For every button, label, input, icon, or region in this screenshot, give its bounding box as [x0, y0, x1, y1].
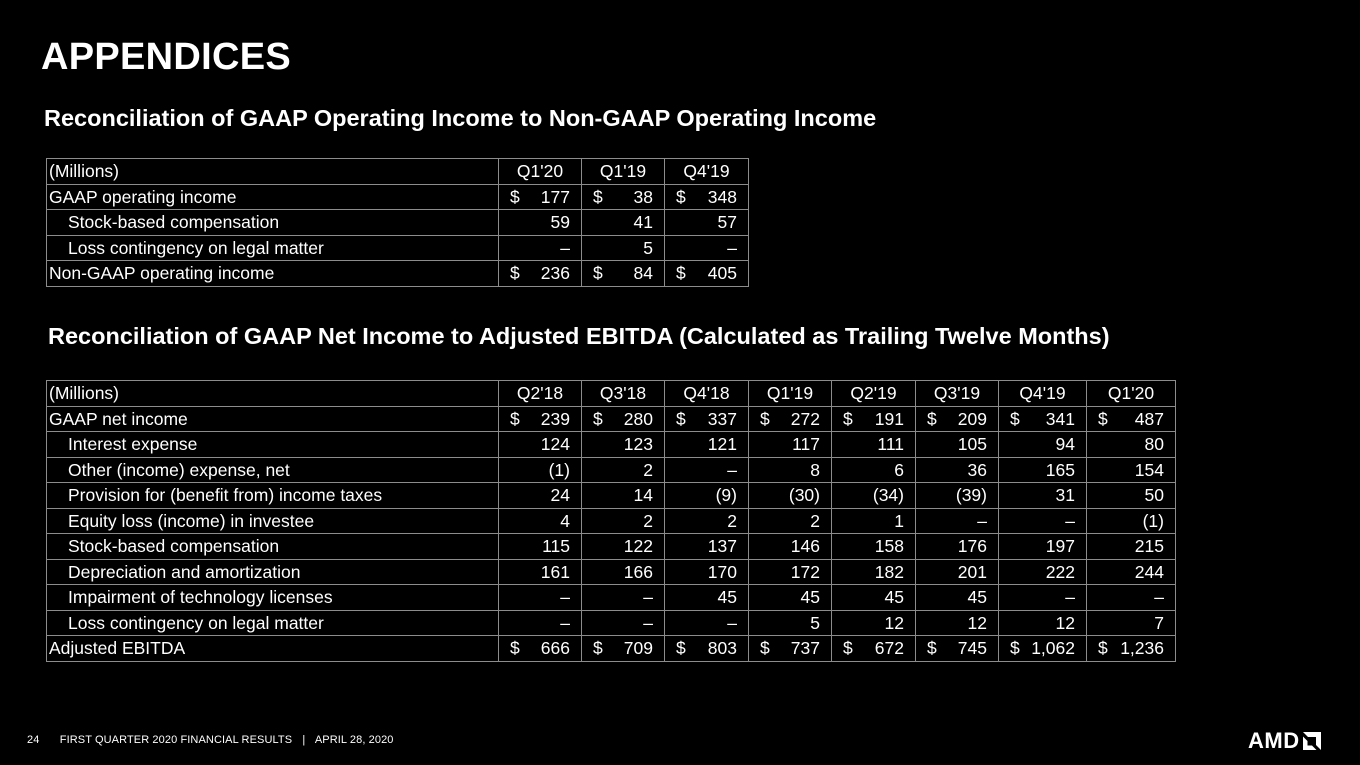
cell-value: 115	[542, 536, 570, 557]
value-cell	[665, 508, 749, 534]
header-row	[47, 381, 1176, 407]
value-cell	[499, 184, 582, 210]
table-row	[47, 261, 749, 287]
value-cell	[665, 210, 749, 236]
value-cell	[499, 559, 582, 585]
units-header: (Millions)	[47, 381, 499, 407]
value-cell	[999, 636, 1087, 662]
value-cell	[916, 610, 999, 636]
cell-value: 45	[884, 587, 904, 608]
value-cell	[665, 534, 749, 560]
value-cell	[832, 534, 916, 560]
dollar-sign: $	[593, 638, 603, 658]
cell-value: 5	[643, 237, 653, 258]
value-cell	[499, 636, 582, 662]
value-cell	[749, 585, 832, 611]
cell-value: 1,062	[1031, 638, 1075, 659]
cell-value: 146	[790, 536, 820, 557]
cell-value: 2	[810, 510, 820, 531]
value-cell	[749, 432, 832, 458]
value-cell	[832, 585, 916, 611]
cell-value: 348	[707, 186, 737, 207]
dollar-sign: $	[1010, 408, 1020, 429]
value-cell	[499, 235, 582, 261]
value-cell	[999, 585, 1087, 611]
footer-report-title: FIRST QUARTER 2020 FINANCIAL RESULTS	[59, 734, 293, 746]
cell-value: 737	[790, 638, 820, 659]
dollar-sign: $	[510, 186, 520, 207]
value-cell	[749, 406, 832, 432]
cell-value: 215	[1134, 536, 1164, 557]
cell-value: 2	[643, 510, 653, 531]
cell-value: 405	[707, 263, 737, 284]
value-cell	[499, 457, 582, 483]
value-cell	[999, 483, 1087, 509]
cell-value: –	[1065, 587, 1075, 608]
page-title: APPENDICES	[41, 36, 292, 78]
column-header: Q1'19	[582, 159, 665, 185]
cell-value: 111	[877, 434, 904, 455]
cell-value: 201	[957, 561, 987, 582]
cell-value: 166	[623, 561, 653, 582]
cell-value: 222	[1045, 561, 1075, 582]
value-cell	[499, 483, 582, 509]
value-cell	[499, 210, 582, 236]
column-header: Q1'19	[749, 381, 832, 407]
cell-value: 236	[540, 263, 570, 284]
value-cell	[832, 483, 916, 509]
value-cell	[832, 406, 916, 432]
value-cell	[916, 534, 999, 560]
cell-value: (34)	[872, 485, 904, 506]
cell-value: 41	[633, 212, 653, 233]
cell-value: 12	[967, 612, 987, 633]
table-row	[47, 534, 1176, 560]
cell-value: 280	[623, 408, 653, 429]
amd-arrow-icon	[1303, 732, 1321, 750]
row-label: Stock-based compensation	[47, 210, 499, 236]
value-cell	[499, 261, 582, 287]
value-cell	[499, 585, 582, 611]
value-cell	[1087, 406, 1176, 432]
cell-value: 244	[1134, 561, 1164, 582]
dollar-sign: $	[593, 186, 603, 207]
header-row	[47, 159, 749, 185]
cell-value: 8	[810, 459, 820, 480]
value-cell	[665, 457, 749, 483]
dollar-sign: $	[1098, 408, 1108, 429]
cell-value: 172	[790, 561, 820, 582]
footer-separator: |	[302, 734, 306, 746]
row-label: Loss contingency on legal matter	[47, 610, 499, 636]
value-cell	[1087, 636, 1176, 662]
cell-value: (1)	[1142, 510, 1164, 531]
cell-value: 137	[707, 536, 737, 557]
value-cell	[1087, 559, 1176, 585]
cell-value: (9)	[715, 485, 737, 506]
dollar-sign: $	[676, 638, 686, 658]
cell-value: 666	[540, 638, 570, 659]
cell-value: 1	[894, 510, 904, 531]
cell-value: 45	[800, 587, 820, 608]
cell-value: 5	[810, 612, 820, 633]
value-cell	[1087, 508, 1176, 534]
value-cell	[582, 406, 665, 432]
dollar-sign: $	[676, 263, 686, 283]
cell-value: 170	[707, 561, 737, 582]
value-cell	[749, 534, 832, 560]
value-cell	[1087, 534, 1176, 560]
value-cell	[582, 508, 665, 534]
value-cell	[665, 610, 749, 636]
table-row	[47, 235, 749, 261]
dollar-sign: $	[510, 638, 520, 658]
cell-value: –	[1065, 510, 1075, 531]
value-cell	[582, 184, 665, 210]
row-label: Depreciation and amortization	[47, 559, 499, 585]
cell-value: 4	[560, 510, 570, 531]
value-cell	[499, 508, 582, 534]
value-cell	[665, 406, 749, 432]
dollar-sign: $	[843, 638, 853, 658]
value-cell	[916, 559, 999, 585]
cell-value: 57	[717, 212, 737, 233]
value-cell	[749, 457, 832, 483]
cell-value: 176	[957, 536, 987, 557]
cell-value: 2	[643, 459, 653, 480]
table-row	[47, 432, 1176, 458]
cell-value: 105	[957, 434, 987, 455]
section2-title: Reconciliation of GAAP Net Income to Adjusted EBITDA (Calculated as Trailing Twelve Months)	[48, 323, 1110, 349]
cell-value: 803	[707, 638, 737, 659]
value-cell	[999, 534, 1087, 560]
cell-value: –	[560, 612, 570, 633]
row-label: Other (income) expense, net	[47, 457, 499, 483]
cell-value: 1,236	[1120, 638, 1164, 659]
value-cell	[499, 406, 582, 432]
value-cell	[832, 559, 916, 585]
value-cell	[832, 457, 916, 483]
dollar-sign: $	[510, 263, 520, 283]
dollar-sign: $	[760, 408, 770, 429]
column-header: Q2'19	[832, 381, 916, 407]
value-cell	[916, 432, 999, 458]
value-cell	[749, 610, 832, 636]
cell-value: 12	[1055, 612, 1075, 633]
value-cell	[582, 610, 665, 636]
cell-value: 38	[633, 186, 653, 207]
cell-value: 59	[550, 212, 570, 233]
value-cell	[999, 432, 1087, 458]
cell-value: 45	[717, 587, 737, 608]
logo-text: AMD	[1248, 728, 1300, 753]
cell-value: 123	[623, 434, 653, 455]
column-header: Q1'20	[499, 159, 582, 185]
row-label: Non-GAAP operating income	[47, 261, 499, 287]
value-cell	[665, 585, 749, 611]
cell-value: –	[727, 459, 737, 480]
cell-value: (39)	[955, 485, 987, 506]
cell-value: 7	[1154, 612, 1164, 633]
value-cell	[916, 585, 999, 611]
cell-value: 177	[540, 186, 570, 207]
value-cell	[665, 559, 749, 585]
column-header: Q1'20	[1087, 381, 1176, 407]
cell-value: 121	[707, 434, 737, 455]
value-cell	[749, 559, 832, 585]
cell-value: –	[643, 587, 653, 608]
cell-value: –	[560, 237, 570, 258]
value-cell	[499, 534, 582, 560]
value-cell	[832, 610, 916, 636]
cell-value: 158	[874, 536, 904, 557]
cell-value: 209	[957, 408, 987, 429]
dollar-sign: $	[676, 408, 686, 429]
cell-value: 191	[874, 408, 904, 429]
value-cell	[1087, 432, 1176, 458]
value-cell	[916, 406, 999, 432]
value-cell	[499, 610, 582, 636]
value-cell	[999, 559, 1087, 585]
table-row	[47, 184, 749, 210]
cell-value: 239	[540, 408, 570, 429]
cell-value: 117	[792, 434, 820, 455]
dollar-sign: $	[676, 186, 686, 207]
cell-value: 709	[623, 638, 653, 659]
column-header: Q4'19	[665, 159, 749, 185]
cell-value: 337	[707, 408, 737, 429]
value-cell	[916, 457, 999, 483]
value-cell	[582, 534, 665, 560]
column-header: Q3'19	[916, 381, 999, 407]
value-cell	[999, 406, 1087, 432]
cell-value: –	[643, 612, 653, 633]
cell-value: 341	[1045, 408, 1075, 429]
operating-income-table	[46, 158, 749, 287]
value-cell	[582, 235, 665, 261]
cell-value: 80	[1144, 434, 1164, 455]
cell-value: 14	[633, 485, 653, 506]
value-cell	[1087, 457, 1176, 483]
dollar-sign: $	[843, 408, 853, 429]
value-cell	[832, 508, 916, 534]
value-cell	[582, 210, 665, 236]
value-cell	[582, 559, 665, 585]
row-label: GAAP net income	[47, 406, 499, 432]
value-cell	[582, 483, 665, 509]
value-cell	[582, 585, 665, 611]
cell-value: 165	[1045, 459, 1075, 480]
cell-value: –	[1154, 587, 1164, 608]
cell-value: 31	[1055, 485, 1075, 506]
cell-value: 36	[967, 459, 987, 480]
cell-value: 124	[540, 434, 570, 455]
dollar-sign: $	[927, 638, 937, 658]
section1-title: Reconciliation of GAAP Operating Income to Non-GAAP Operating Income	[44, 105, 877, 131]
dollar-sign: $	[760, 638, 770, 658]
dollar-sign: $	[593, 263, 603, 283]
cell-value: 161	[540, 561, 570, 582]
value-cell	[582, 261, 665, 287]
row-label: Interest expense	[47, 432, 499, 458]
value-cell	[582, 636, 665, 662]
cell-value: –	[727, 237, 737, 258]
value-cell	[1087, 585, 1176, 611]
page-number: 24	[27, 734, 40, 746]
cell-value: 2	[727, 510, 737, 531]
value-cell	[1087, 610, 1176, 636]
table-row	[47, 483, 1176, 509]
value-cell	[1087, 483, 1176, 509]
row-label: Adjusted EBITDA	[47, 636, 499, 662]
cell-value: 154	[1134, 459, 1164, 480]
cell-value: 45	[967, 587, 987, 608]
footer-date: APRIL 28, 2020	[314, 734, 394, 746]
dollar-sign: $	[593, 408, 603, 429]
table-row	[47, 406, 1176, 432]
value-cell	[916, 636, 999, 662]
ebitda-table	[46, 380, 1176, 662]
cell-value: –	[560, 587, 570, 608]
value-cell	[832, 432, 916, 458]
table-row	[47, 457, 1176, 483]
cell-value: (1)	[548, 459, 570, 480]
table-row	[47, 508, 1176, 534]
dollar-sign: $	[510, 408, 520, 429]
value-cell	[582, 457, 665, 483]
row-label: Stock-based compensation	[47, 534, 499, 560]
column-header: Q4'18	[665, 381, 749, 407]
cell-value: 745	[957, 638, 987, 659]
row-label: GAAP operating income	[47, 184, 499, 210]
value-cell	[749, 636, 832, 662]
cell-value: 487	[1134, 408, 1164, 429]
table-row	[47, 210, 749, 236]
amd-logo	[1248, 729, 1321, 753]
table-row	[47, 610, 1176, 636]
dollar-sign: $	[1098, 638, 1108, 658]
table-row	[47, 559, 1176, 585]
value-cell	[999, 508, 1087, 534]
cell-value: 24	[550, 485, 570, 506]
cell-value: 12	[884, 612, 904, 633]
value-cell	[916, 483, 999, 509]
value-cell	[665, 184, 749, 210]
value-cell	[665, 261, 749, 287]
column-header: Q3'18	[582, 381, 665, 407]
row-label: Provision for (benefit from) income taxes	[47, 483, 499, 509]
cell-value: 122	[623, 536, 653, 557]
row-label: Equity loss (income) in investee	[47, 508, 499, 534]
row-label: Impairment of technology licenses	[47, 585, 499, 611]
cell-value: 84	[633, 263, 653, 284]
value-cell	[916, 508, 999, 534]
units-header: (Millions)	[47, 159, 499, 185]
value-cell	[665, 483, 749, 509]
footer	[27, 734, 394, 746]
value-cell	[665, 636, 749, 662]
table-row	[47, 636, 1176, 662]
value-cell	[665, 235, 749, 261]
value-cell	[665, 432, 749, 458]
dollar-sign: $	[1010, 638, 1020, 658]
column-header: Q2'18	[499, 381, 582, 407]
cell-value: 272	[790, 408, 820, 429]
value-cell	[499, 432, 582, 458]
value-cell	[832, 636, 916, 662]
value-cell	[999, 610, 1087, 636]
value-cell	[749, 508, 832, 534]
column-header: Q4'19	[999, 381, 1087, 407]
cell-value: 182	[874, 561, 904, 582]
dollar-sign: $	[927, 408, 937, 429]
value-cell	[749, 483, 832, 509]
value-cell	[582, 432, 665, 458]
cell-value: 50	[1144, 485, 1164, 506]
cell-value: 94	[1055, 434, 1075, 455]
cell-value: 6	[894, 459, 904, 480]
cell-value: 197	[1045, 536, 1075, 557]
cell-value: –	[727, 612, 737, 633]
cell-value: 672	[874, 638, 904, 659]
cell-value: –	[977, 510, 987, 531]
value-cell	[999, 457, 1087, 483]
table-row	[47, 585, 1176, 611]
row-label: Loss contingency on legal matter	[47, 235, 499, 261]
cell-value: (30)	[788, 485, 820, 506]
